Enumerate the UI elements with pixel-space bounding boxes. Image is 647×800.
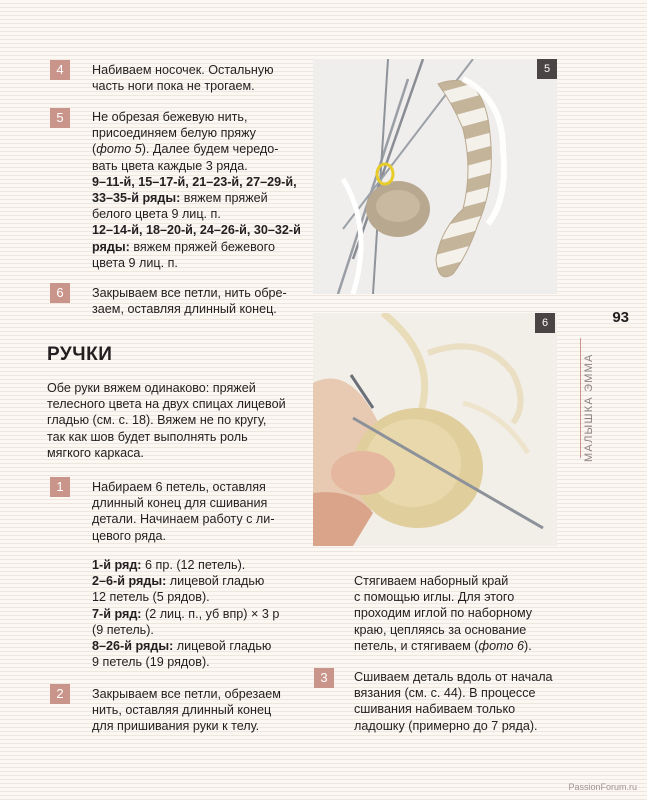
arm-step-1-number: 1 [50, 477, 70, 497]
text: ). Далее будем чередо- [141, 142, 279, 157]
step-6-line: Закрываем все петли, нить обре- [92, 286, 287, 300]
photo-6-label: 6 [535, 313, 555, 333]
step-5-line: вать цвета каждые 3 ряда. [92, 158, 248, 173]
arm-step-3-line: Сшиваем деталь вдоль от начала [354, 670, 553, 684]
arm-step-1-line: детали. Начинаем работу с ли- [92, 512, 275, 527]
page-number: 93 [612, 309, 629, 326]
cont-line: Стягиваем наборный край [354, 574, 509, 588]
step-5-line [92, 190, 301, 206]
step-6-text [92, 285, 287, 317]
intro-line: Обе руки вяжем одинаково: пряжей [47, 381, 256, 395]
text: лицевой гладью [166, 574, 265, 589]
photo-6-image [313, 313, 557, 546]
step-6-number: 6 [50, 283, 70, 303]
row-label: 1-й ряд: [92, 558, 142, 572]
text: ). [524, 638, 532, 653]
step-6-line: заем, оставляя длинный конец. [92, 302, 277, 317]
step-4-line: часть ноги пока не трогаем. [92, 79, 255, 94]
arm-step-3-line: сшивания набиваем только [354, 702, 516, 717]
text: вяжем пряжей [180, 191, 268, 206]
cont-line: краю, цепляясь за основание [354, 622, 527, 637]
arm-step-3-number: 3 [314, 668, 334, 688]
section-title: РУЧКИ [47, 344, 113, 365]
arm-step-1-continued [354, 573, 532, 654]
text: 6 пр. (12 петель). [141, 558, 246, 572]
row-range: 12–14-й, 18–20-й, 24–26-й, 30–32-й [92, 223, 301, 238]
step-5-line: белого цвета 9 лиц. п. [92, 207, 221, 222]
arm-step-1-line: цевого ряда. [92, 528, 166, 543]
intro-line: мягкого каркаса. [47, 445, 144, 460]
photo-ref: фото 6 [478, 638, 525, 653]
step-4-number: 4 [50, 60, 70, 80]
row-label: 7-й ряд: [92, 606, 142, 621]
arm-step-1-line: длинный конец для сшивания [92, 496, 268, 511]
step-5-number: 5 [50, 108, 70, 128]
arm-step-1-text [92, 479, 275, 544]
row-label: 8–26-й ряды: [92, 639, 174, 654]
row-range: 33–35-й ряды: [92, 191, 181, 206]
step-4-line: Набиваем носочек. Остальную [92, 63, 274, 77]
arm-step-2-line: Закрываем все петли, обрезаем [92, 687, 281, 701]
section-intro [47, 380, 286, 461]
row-range: 9–11-й, 15–17-й, 21–23-й, 27–29-й, [92, 174, 297, 189]
arm-step-2-text [92, 686, 281, 735]
step-4-text [92, 62, 274, 94]
arm-step-3-line: ладошку (примерно до 7 ряда). [354, 718, 538, 733]
book-section-title: МАЛЫШКА ЭММА [583, 353, 595, 462]
step-5-line: Не обрезая бежевую нить, [92, 110, 248, 124]
row-label: 2–6-й ряды: [92, 574, 167, 589]
step-5-line: присоединяем белую пряжу [92, 126, 256, 141]
step-5-text [92, 109, 301, 271]
row-line [92, 573, 279, 589]
intro-line: гладью (см. с. 18). Вяжем не по кругу, [47, 413, 267, 428]
row-line [92, 638, 279, 654]
row-range: ряды: [92, 239, 130, 254]
text: вяжем пряжей бежевого [129, 239, 275, 254]
row-line: 9 петель (19 рядов). [92, 655, 210, 670]
row-line [92, 606, 279, 622]
cont-line [354, 638, 532, 654]
arm-step-1-line: Набираем 6 петель, оставляя [92, 480, 266, 494]
photo-6 [313, 313, 557, 546]
row-line [92, 557, 279, 573]
step-5-line [92, 141, 301, 157]
intro-line: так как шов будет выполнять роль [47, 429, 248, 444]
cont-line: проходим иглой по наборному [354, 606, 533, 621]
margin-divider [580, 338, 581, 458]
intro-line: телесного цвета на двух спицах лицевой [47, 397, 286, 412]
arm-step-2-line: нить, оставляя длинный конец [92, 703, 272, 718]
arm-step-3-text [354, 669, 553, 734]
cont-line: с помощью иглы. Для этого [354, 590, 515, 605]
text: лицевой гладью [173, 639, 272, 654]
row-line: 12 петель (5 рядов). [92, 590, 210, 605]
arm-step-2-line: для пришивания руки к телу. [92, 719, 260, 734]
arm-step-2-number: 2 [50, 684, 70, 704]
row-line: (9 петель). [92, 622, 154, 637]
text: (2 лиц. п., уб впр) × 3 р [141, 606, 280, 621]
text: ( [92, 142, 97, 157]
photo-5 [313, 59, 557, 294]
text: петель, и стягиваем ( [354, 638, 479, 653]
arm-step-3-line: вязания (см. с. 44). В процессе [354, 686, 536, 701]
step-5-line: цвета 9 лиц. п. [92, 255, 178, 270]
watermark: PassionForum.ru [568, 782, 637, 792]
photo-5-image [313, 59, 557, 294]
step-5-line [92, 239, 301, 255]
photo-ref: фото 5 [96, 142, 142, 157]
photo-5-label: 5 [537, 59, 557, 79]
row-instructions [92, 557, 279, 670]
